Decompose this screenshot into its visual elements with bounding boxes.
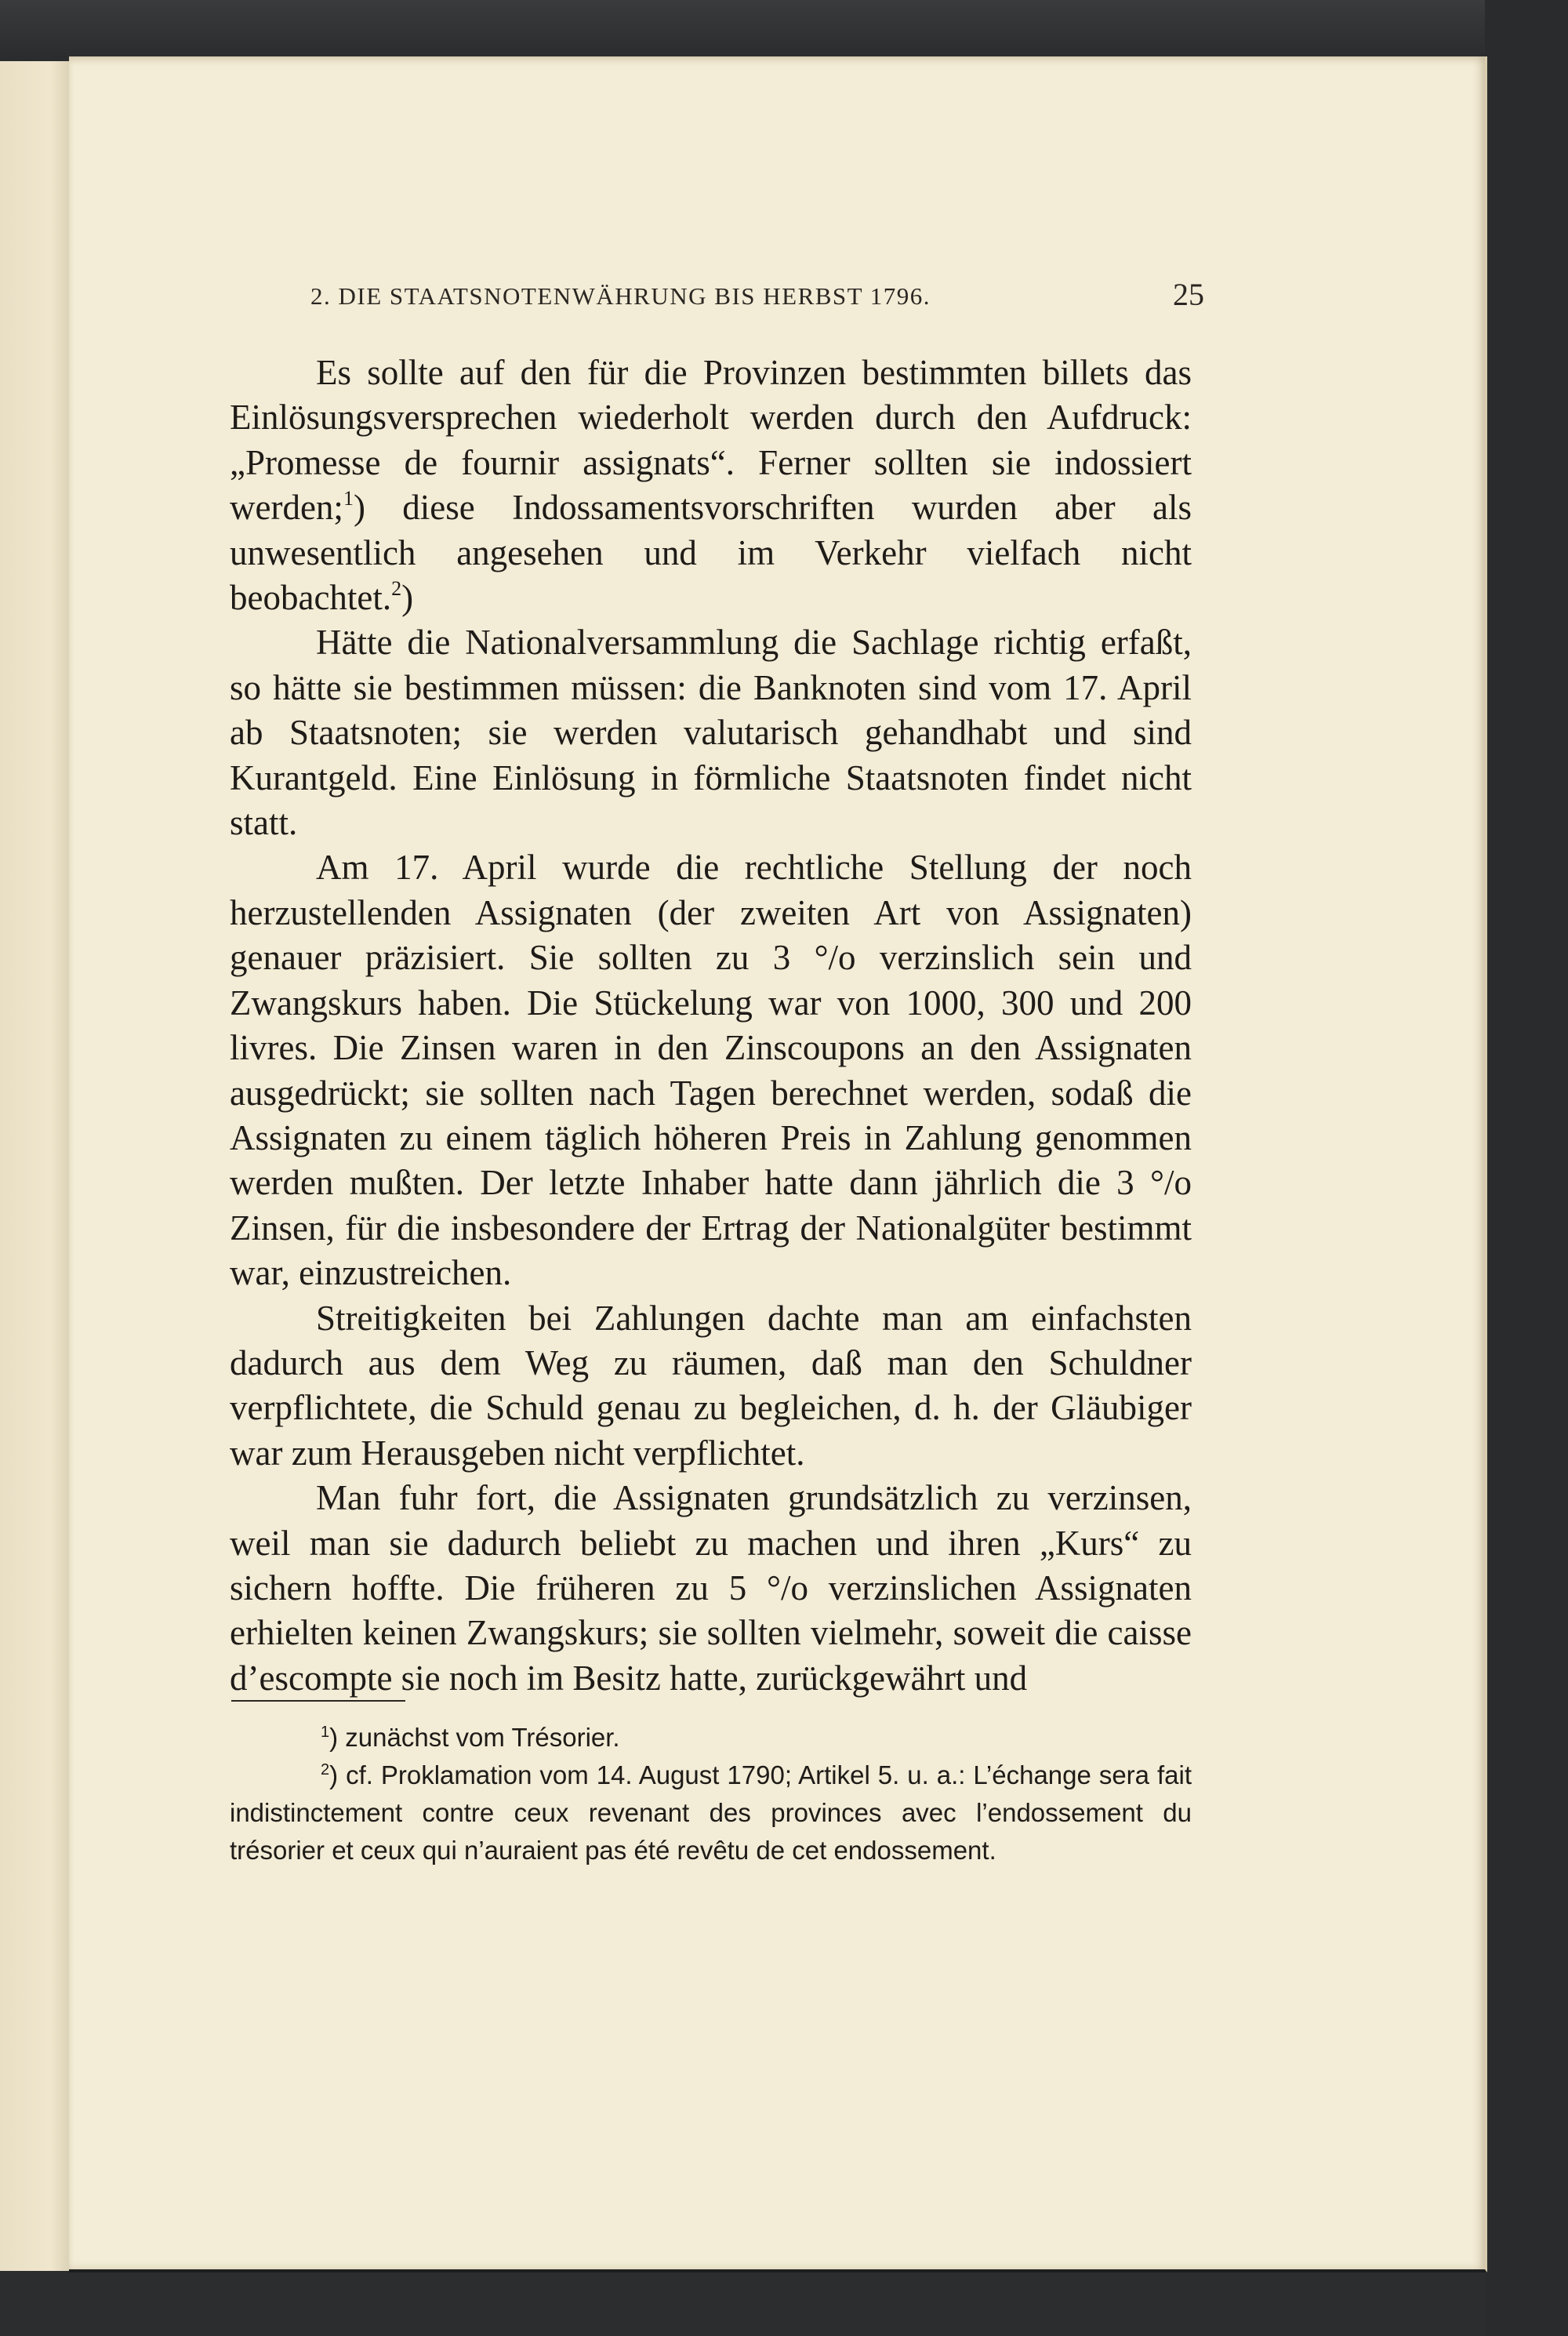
footnote-ref-1[interactable]: 1 — [343, 487, 354, 510]
body-text — [230, 351, 1192, 1701]
footnote-mark-2: 2 — [321, 1761, 330, 1778]
paragraph-4: Streitigkeiten bei Zahlungen dachte man am einfachsten dadurch aus dem Weg zu räumen, daß man den Schuldner verpflichtete, die Schuld genau zu begleichen, d. h. der Gläubiger war zum Herausgeben nicht verpflichtet. — [230, 1298, 1192, 1473]
page-number: 25 — [1173, 277, 1204, 312]
paragraph-5: Man fuhr fort, die Assignaten grundsätzlich zu verzinsen, weil man sie dadurch beliebt zu machen und ihren „Kurs“ zu sichern hoffte. Die früheren zu 5 °/o verzinslichen Assignaten erhielten keinen Zwangskurs; sie sollten vielmehr, soweit die caisse d’escompte sie noch im Besitz hatte, zurückgewährt und — [230, 1478, 1192, 1698]
paragraph-1-part-b: ) diese Indossamentsvorschriften wurden aber als unwesentlich angesehen und im Verkehr vielfach nicht beobachtet. — [230, 488, 1192, 618]
paragraph-3: Am 17. April wurde die rechtliche Stellung der noch herzustellenden Assignaten (der zweiten Art von Assignaten) genauer präzisiert. Sie sollten zu 3 °/o verzinslich sein und Zwangskurs haben. Die Stückelung war von 1000, 300 und 200 livres. Die Zinsen waren in den Zinscoupons an den Assignaten ausgedrückt; sie sollten nach Tagen berechnet werden, sodaß die Assignaten zu einem täglich höheren Preis in Zahlung genommen werden mußten. Der letzte Inhaber hatte dann jährlich die 3 °/o Zinsen, für die insbesondere der Ertrag der Nationalgüter bestimmt war, einzustreichen. — [230, 848, 1192, 1293]
paragraph-2: Hätte die Nationalversammlung die Sachlage richtig erfaßt, so hätte sie bestimmen müssen: die Banknoten sind vom 17. April ab Staatsnoten; sie werden valutarisch gehandhabt und sind Kurantgeld. Eine Einlösung in förmliche Staatsnoten findet nicht statt. — [230, 623, 1192, 843]
paragraph-1-part-a: Es sollte auf den für die Provinzen bestimmten billets das Einlösungsversprechen wiederholt werden durch den Aufdruck: „Promesse de fournir assignats“. Ferner sollten sie indossiert werden; — [230, 353, 1192, 528]
footnotes — [230, 1719, 1192, 1869]
facing-page-edge — [0, 61, 74, 2271]
running-head: 2. DIE STAATSNOTENWÄHRUNG BIS HERBST 1796. — [310, 282, 931, 310]
footnote-1 — [230, 1719, 1192, 1757]
scanner-bed-top — [0, 0, 1568, 63]
footnote-ref-2[interactable]: 2 — [391, 577, 402, 601]
paragraph-1-part-c: ) — [401, 578, 414, 618]
footnote-2 — [230, 1757, 1192, 1869]
scanner-bed-right — [1485, 0, 1568, 2336]
footnote-mark-1: 1 — [321, 1724, 330, 1741]
footnote-1-text: ) zunächst vom Trésorier. — [329, 1723, 620, 1752]
footnote-separator — [231, 1700, 405, 1702]
paragraph-1 — [230, 351, 1192, 620]
footnote-2-text: ) cf. Proklamation vom 14. August 1790; Artikel 5. u. a.: L’échange sera fait indistinctement contre ceux revenant des provinces avec l’endossement du trésorier et ceux qui n’auraient pas été revêtu de cet endossement. — [230, 1760, 1192, 1865]
